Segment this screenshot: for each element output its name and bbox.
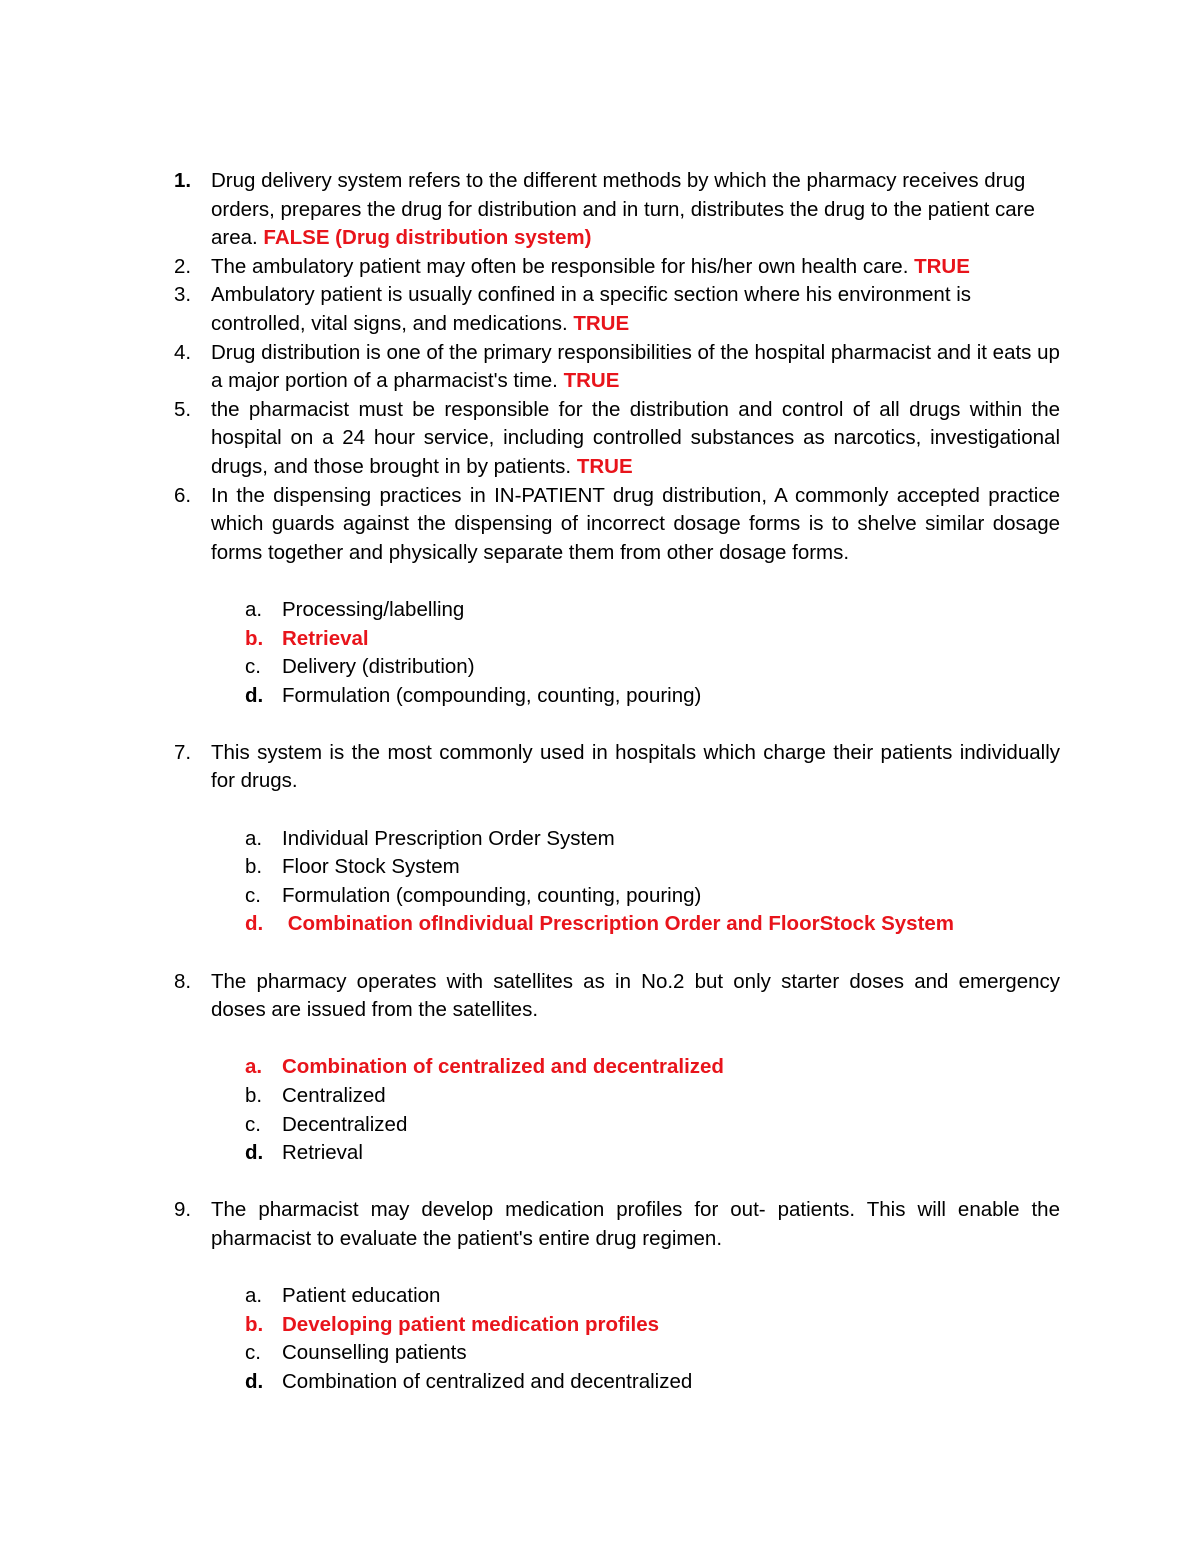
option-text: Developing patient medication profiles (282, 1312, 660, 1336)
answer-label: TRUE (576, 454, 633, 478)
question-text: The pharmacy operates with satellites as in No.2 but only starter doses and emergency doses are issued from the satellites. (211, 969, 1060, 1022)
option-text: Patient education (282, 1284, 441, 1308)
option-c (245, 1111, 1060, 1140)
option-letter: d. (245, 1369, 264, 1393)
option-text: Floor Stock System (282, 855, 460, 879)
question-text: Ambulatory patient is usually confined in a specific section where his environment is controlled, vital signs, and medications. TRUE (211, 283, 972, 335)
option-b (245, 853, 1060, 882)
option-a (245, 825, 1060, 854)
question-7 (174, 739, 1060, 796)
option-text: Combination ofIndividual Prescription Order and FloorStock System (282, 912, 955, 936)
question-3 (174, 281, 1060, 338)
question-number: 2. (174, 254, 192, 278)
option-text: Retrieval (282, 1141, 363, 1165)
question-number: 4. (174, 340, 192, 364)
answer-label: FALSE (Drug distribution system) (263, 226, 592, 250)
options-list (245, 1282, 1060, 1396)
question-text: This system is the most commonly used in hospitals which charge their patients individually for drugs. (211, 740, 1060, 793)
option-text: Retrieval (282, 626, 369, 650)
option-letter: a. (245, 1055, 263, 1079)
question-text: Drug delivery system refers to the different methods by which the pharmacy receives drug orders, prepares the drug for distribution and in turn, distributes the drug to the patient care area. FALSE (Drug distribution system) (211, 169, 1035, 250)
option-letter: b. (245, 1312, 264, 1336)
question-number: 5. (174, 397, 192, 421)
answer-label: TRUE (563, 369, 620, 393)
question-2 (174, 253, 1060, 282)
option-letter: c. (245, 655, 261, 679)
question-8 (174, 968, 1060, 1025)
option-c (245, 1339, 1060, 1368)
option-text: Processing/labelling (282, 597, 465, 621)
option-letter: b. (245, 1084, 263, 1107)
question-text: The pharmacist may develop medication profiles for out- patients. This will enable the pharmacist to evaluate the patient's entire drug regimen. (211, 1198, 1060, 1250)
options-list (245, 596, 1060, 710)
option-letter: b. (245, 626, 264, 650)
option-text: Combination of centralized and decentralized (282, 1369, 693, 1393)
option-letter: d. (245, 683, 264, 707)
question-5 (174, 396, 1060, 482)
question-6 (174, 482, 1060, 568)
option-letter: c. (245, 1341, 261, 1365)
option-letter: a. (245, 597, 263, 621)
option-text: Delivery (distribution) (282, 655, 475, 679)
answer-label: TRUE (914, 254, 970, 278)
question-text: In the dispensing practices in IN-PATIENT drug distribution, A commonly accepted practice which guards against the dispensing of incorrect dosage forms is to shelve similar dosage forms together and physically separate them from other dosage forms. (211, 483, 1060, 564)
quiz-content (174, 167, 1060, 1397)
option-text: Combination of centralized and decentralized (282, 1055, 724, 1079)
option-text: Formulation (compounding, counting, pouring) (282, 883, 702, 907)
option-d (245, 1139, 1060, 1168)
option-letter: a. (245, 1284, 263, 1308)
question-number: 7. (174, 740, 192, 764)
option-text: Formulation (compounding, counting, pouring) (282, 683, 702, 707)
question-1 (174, 167, 1060, 253)
answer-label: TRUE (573, 311, 630, 335)
question-number: 3. (174, 283, 192, 307)
option-b-correct (245, 1311, 1060, 1340)
question-text: Drug distribution is one of the primary responsibilities of the hospital pharmacist and it eats up a major portion of a pharmacist's time. TRUE (211, 340, 1060, 393)
option-text: Centralized (282, 1084, 386, 1107)
option-d (245, 1368, 1060, 1397)
option-d (245, 682, 1060, 711)
option-b-correct (245, 625, 1060, 654)
option-letter: d. (245, 1141, 264, 1165)
question-text: the pharmacist must be responsible for the distribution and control of all drugs within the hospital on a 24 hour service, including controlled substances as narcotics, investigational drugs, and those brought in by patients. TRUE (211, 397, 1060, 478)
question-9 (174, 1196, 1060, 1253)
option-text: Counselling patients (282, 1341, 467, 1365)
option-a-correct (245, 1053, 1060, 1082)
option-b (245, 1082, 1060, 1111)
option-letter: a. (245, 826, 263, 850)
option-letter: c. (245, 1112, 261, 1136)
options-list (245, 1053, 1060, 1167)
options-list (245, 825, 1060, 939)
option-a (245, 596, 1060, 625)
question-number: 9. (174, 1198, 192, 1222)
option-letter: b. (245, 855, 263, 879)
option-letter: d. (245, 912, 264, 936)
option-c (245, 653, 1060, 682)
question-number: 1. (174, 169, 192, 192)
option-c (245, 882, 1060, 911)
question-text: The ambulatory patient may often be responsible for his/her own health care. TRUE (211, 254, 970, 278)
question-4 (174, 339, 1060, 396)
option-d-correct (245, 910, 1060, 939)
option-a (245, 1282, 1060, 1311)
question-number: 6. (174, 483, 192, 507)
option-text: Individual Prescription Order System (282, 826, 615, 850)
option-letter: c. (245, 883, 261, 907)
question-number: 8. (174, 969, 192, 993)
option-text: Decentralized (282, 1112, 408, 1136)
